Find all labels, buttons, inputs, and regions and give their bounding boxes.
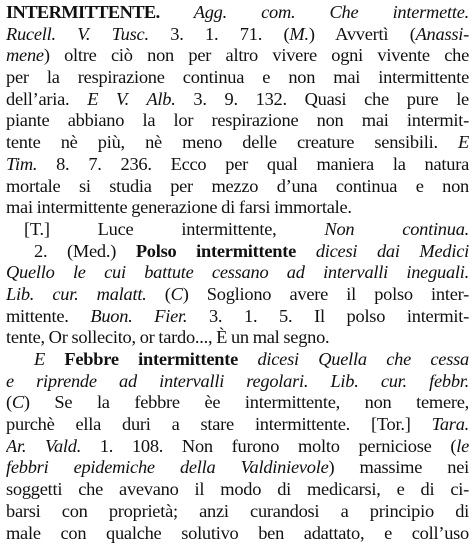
text-line [6, 414, 469, 436]
text-segment: Rucell. V. Tusc. [6, 24, 149, 44]
text-segment [160, 2, 194, 22]
text-segment: ) Sogliono avere il polso inter- [183, 284, 469, 304]
text-segment: Anassi- [416, 24, 469, 44]
text-segment: per la respirazione continua e non mai intermittente [6, 67, 469, 87]
text-segment: Polso intermittente [136, 241, 296, 261]
text-segment: tente, Or sollecito, or tardo..., È un mal segno. [6, 327, 329, 347]
text-line [6, 24, 469, 46]
text-segment: E [34, 349, 64, 369]
text-line [6, 479, 469, 501]
text-line [6, 197, 469, 219]
text-segment: mittente. [6, 306, 90, 326]
text-segment: Lib. cur. malatt. [6, 284, 147, 304]
text-line [6, 501, 469, 523]
text-segment: E [458, 132, 469, 152]
text-line [6, 176, 469, 198]
text-segment: dicesi dai Medici [316, 241, 469, 261]
text-line [6, 306, 469, 328]
headword: INTERMITTENTE. [6, 2, 160, 22]
text-segment: Quello le cui battute cessano ad intervalli ineguali. [6, 262, 469, 282]
text-segment: dicesi Quella che cessa [257, 349, 469, 369]
text-segment: C [12, 392, 24, 412]
text-segment: mai intermittente generazione di farsi immortale. [6, 197, 352, 217]
text-segment: E V. Alb. [87, 89, 175, 109]
text-segment: male con qualche solutivo ben adattato, e coll’uso [6, 523, 469, 543]
text-segment: [T.] Luce intermittente, [24, 219, 324, 239]
text-segment: 2. (Med.) [34, 241, 136, 261]
text-segment: purchè ella duri a stare intermittente. [Tor.] [6, 414, 432, 434]
text-line [6, 262, 469, 284]
text-segment: 3. 9. 132. Quasi che pure le [176, 89, 469, 109]
text-line [6, 67, 469, 89]
text-segment: soggetti che avevano il modo di medicarsi, e di ci- [6, 479, 469, 499]
text-line [6, 241, 469, 263]
text-line [6, 284, 469, 306]
text-line [6, 327, 469, 349]
text-segment: barsi con proprietà; anzi curandosi a principio di [6, 501, 469, 521]
text-segment [296, 241, 316, 261]
text-segment: le [456, 436, 469, 456]
text-segment: Non continua. [324, 219, 469, 239]
dictionary-entry [6, 2, 469, 544]
text-segment [238, 349, 257, 369]
text-line [6, 45, 469, 67]
text-line [6, 2, 469, 24]
text-segment: piante abbiano la lor respirazione non mai intermit- [6, 110, 469, 130]
text-segment: ( [6, 392, 12, 412]
text-line [6, 457, 469, 479]
text-segment: 1. 108. Non furono molto perniciose ( [81, 436, 456, 456]
text-segment: ( [147, 284, 171, 304]
text-line [6, 523, 469, 544]
text-segment: Agg. com. Che intermette. [194, 2, 469, 22]
text-segment: ) Avvertì ( [309, 24, 416, 44]
text-segment: Ar. Vald. [6, 436, 81, 456]
text-segment: 3. 1. 5. Il polso intermit- [187, 306, 469, 326]
text-segment: Buon. Fier. [90, 306, 187, 326]
text-segment: e riprende ad intervalli regolari. Lib. cur. febbr. [6, 371, 469, 391]
text-line [6, 89, 469, 111]
text-segment: mortale si studia per mezzo d’una continua e non [6, 176, 469, 196]
text-segment: 8. 7. 236. Ecco per qual maniera la natura [37, 154, 469, 174]
text-segment: Tim. [6, 154, 37, 174]
text-segment: ) oltre ciò non per altro vivere ogni vivente che [44, 45, 469, 65]
text-segment: ) Se la febbre èe intermittente, non temere, [24, 392, 469, 412]
text-line [6, 132, 469, 154]
text-line [6, 392, 469, 414]
text-segment: mene [6, 45, 44, 65]
text-line [6, 349, 469, 371]
text-segment: dell’aria. [6, 89, 87, 109]
text-line [6, 110, 469, 132]
text-segment: 3. 1. 71. ( [149, 24, 290, 44]
text-line [6, 154, 469, 176]
text-segment: tente nè più, nè meno delle creature sensibili. [6, 132, 458, 152]
text-segment: C [171, 284, 183, 304]
text-segment: Tara. [432, 414, 469, 434]
text-line [6, 219, 469, 241]
text-segment: M. [289, 24, 308, 44]
text-line [6, 436, 469, 458]
text-line [6, 371, 469, 393]
text-segment: Febbre intermittente [64, 349, 238, 369]
text-segment: febbri epidemiche della Valdinievole [6, 457, 329, 477]
text-segment: ) massime nei [329, 457, 469, 477]
